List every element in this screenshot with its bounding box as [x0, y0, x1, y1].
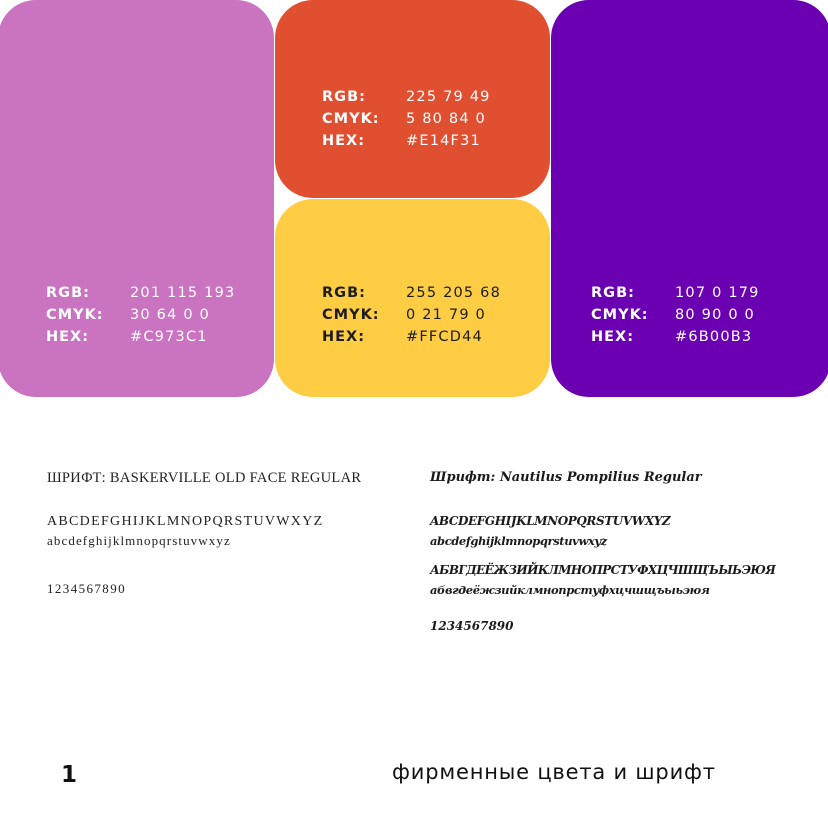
rgb-value: 201 115 193: [130, 285, 236, 301]
hex-value: #C973C1: [130, 329, 208, 345]
secondary-font-latin-upper: ABCDEFGHIJKLMNOPQRSTUVWXYZ: [430, 514, 671, 528]
primary-font-latin-lower: abcdefghijklmnopqrstuvwxyz: [47, 533, 231, 548]
page-number: 1: [61, 762, 78, 788]
secondary-font-title: Шрифт: Nautilus Pompilius Regular: [430, 470, 702, 485]
rgb-value: 107 0 179: [675, 285, 760, 301]
primary-font-title: ШРИФТ: BASKERVILLE OLD FACE REGULAR: [47, 470, 362, 486]
primary-font-digits: 1234567890: [47, 581, 126, 596]
rgb-label: RGB:: [322, 89, 366, 105]
cmyk-label: CMYK:: [322, 307, 380, 323]
hex-label: HEX:: [322, 133, 366, 149]
hex-label: HEX:: [46, 329, 90, 345]
secondary-font-cyrillic-upper: АБВГДЕЁЖЗИЙКЛМНОПРСТУФХЦЧШЩЪЫЬЭЮЯ: [430, 563, 776, 577]
cmyk-label: CMYK:: [322, 111, 380, 127]
rgb-value: 255 205 68: [406, 285, 502, 301]
primary-font-latin-upper: ABCDEFGHIJKLMNOPQRSTUVWXYZ: [47, 514, 324, 529]
cmyk-label: CMYK:: [46, 307, 104, 323]
cmyk-value: 0 21 79 0: [406, 307, 486, 323]
rgb-label: RGB:: [46, 285, 90, 301]
hex-label: HEX:: [322, 329, 366, 345]
color-spec-yellow: [322, 282, 501, 348]
hex-label: HEX:: [591, 329, 635, 345]
rgb-label: RGB:: [591, 285, 635, 301]
page-caption: фирменные цвета и шрифт: [392, 760, 716, 784]
secondary-font-digits: 1234567890: [430, 619, 514, 633]
color-spec-violet: [591, 282, 760, 348]
cmyk-value: 80 90 0 0: [675, 307, 755, 323]
hex-value: #FFCD44: [406, 329, 483, 345]
secondary-font-cyrillic-lower: абвгдеёжзийклмнопрстуфхцчшщъыьэюя: [430, 583, 710, 597]
secondary-font-latin-lower: abcdefghijklmnopqrstuvwxyz: [430, 534, 607, 548]
cmyk-value: 30 64 0 0: [130, 307, 210, 323]
color-spec-purple: [46, 282, 235, 348]
cmyk-label: CMYK:: [591, 307, 649, 323]
hex-value: #6B00B3: [675, 329, 753, 345]
rgb-label: RGB:: [322, 285, 366, 301]
cmyk-value: 5 80 84 0: [406, 111, 486, 127]
rgb-value: 225 79 49: [406, 89, 491, 105]
color-spec-orange: [322, 86, 491, 152]
hex-value: #E14F31: [406, 133, 481, 149]
